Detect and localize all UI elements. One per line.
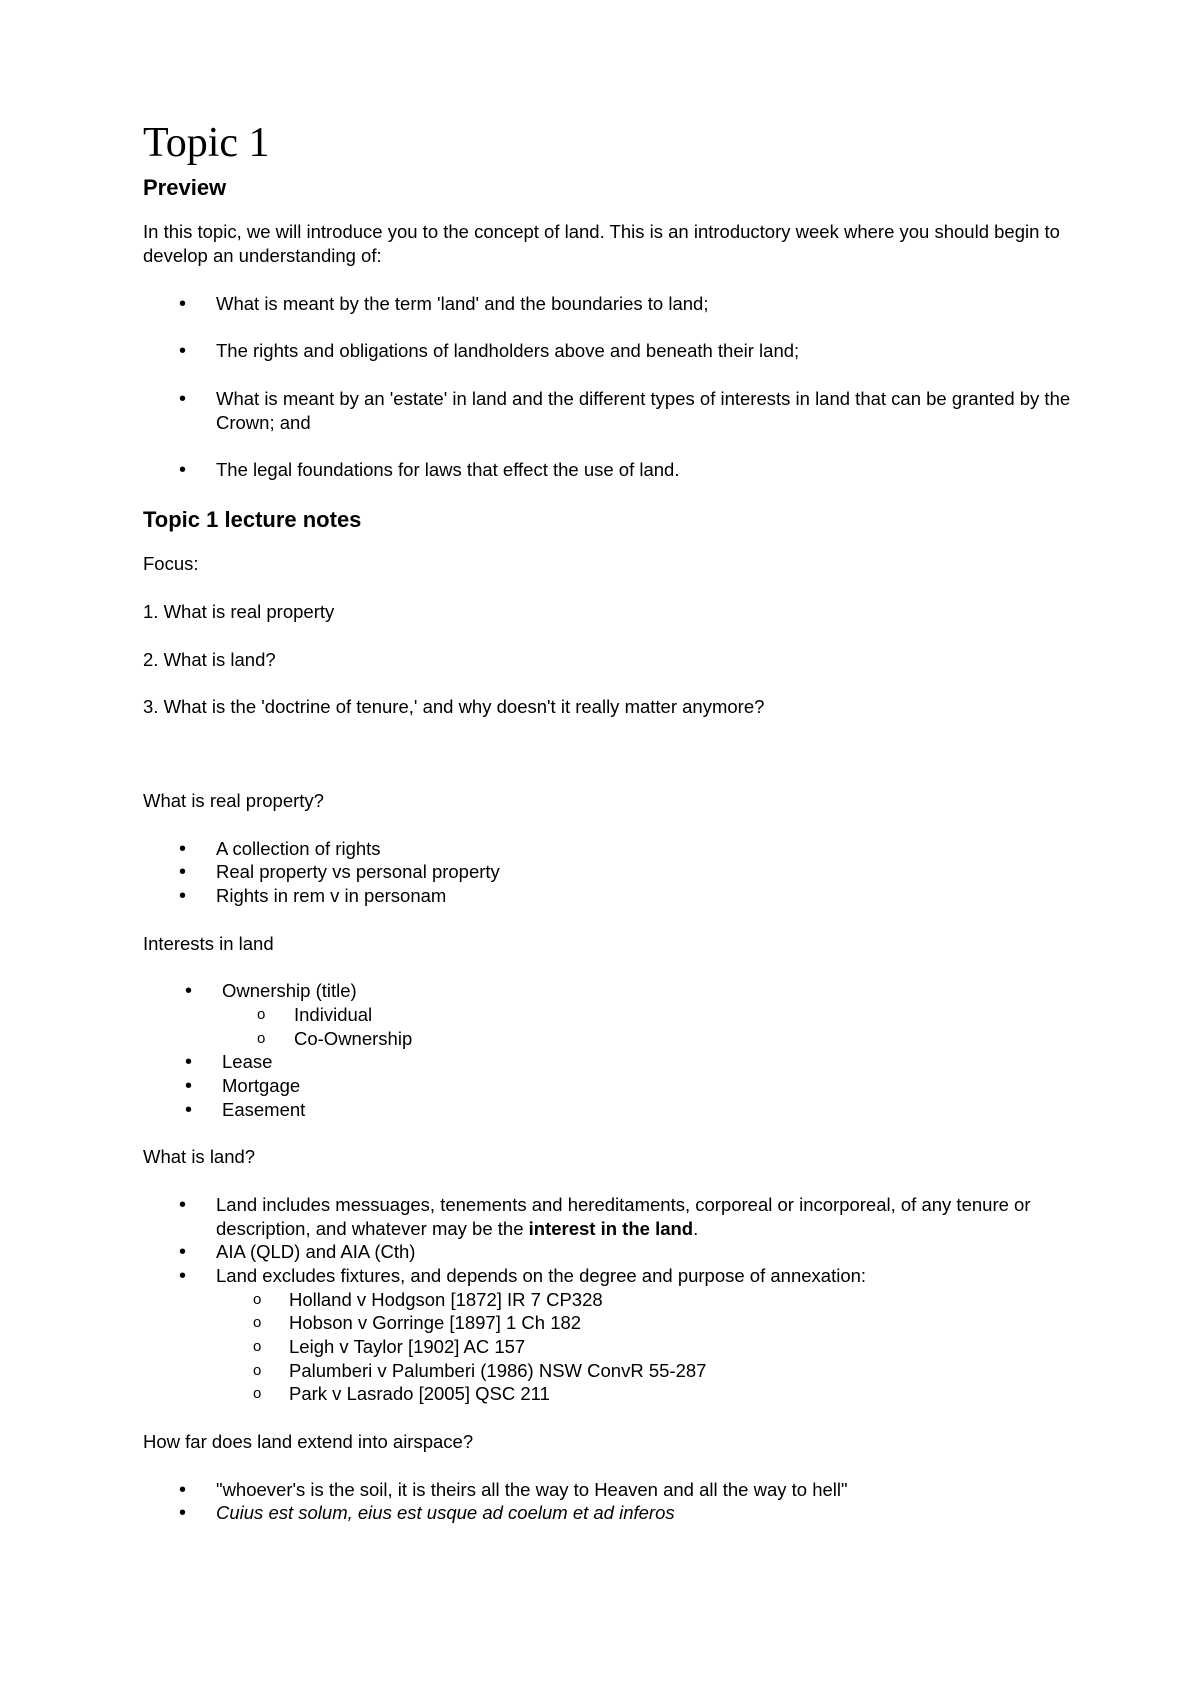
interests-list xyxy=(143,979,1103,1121)
preview-item: • The legal foundations for laws that effect the use of land. xyxy=(143,458,1103,482)
preview-intro: In this topic, we will introduce you to the concept of land. This is an introductory week where you should begin to develop an understanding of: xyxy=(143,221,1060,267)
case-item: o Park v Lasrado [2005] QSC 211 xyxy=(143,1382,1103,1406)
document-body xyxy=(143,120,1103,1525)
land-definition-end: . xyxy=(693,1217,699,1239)
interest-item-ownership: • Ownership (title) xyxy=(143,979,1103,1003)
airspace-list xyxy=(143,1478,1103,1525)
case-item: o Holland v Hodgson [1872] IR 7 CP328 xyxy=(143,1288,1103,1312)
document-title: Topic 1 xyxy=(143,120,270,166)
land-heading: What is land? xyxy=(143,1146,256,1168)
land-list xyxy=(143,1193,1103,1406)
land-definition xyxy=(143,1193,1103,1240)
preview-heading: Preview xyxy=(143,175,227,201)
preview-item: • The rights and obligations of landholders above and beneath their land; xyxy=(143,339,1103,363)
land-definition-text: Land includes messuages, tenements and hereditaments, corporeal or incorporeal, of any tenure or description, and whatever may be the xyxy=(216,1193,1031,1239)
spacer xyxy=(143,743,1103,789)
lecture-notes-heading: Topic 1 lecture notes xyxy=(143,507,362,533)
airspace-quote: • "whoever's is the soil, it is theirs all the way to Heaven and all the way to hell" xyxy=(143,1478,1103,1502)
interests-heading: Interests in land xyxy=(143,932,274,954)
real-property-item: • Real property vs personal property xyxy=(143,860,1103,884)
real-property-list xyxy=(143,837,1103,908)
case-item: o Hobson v Gorringe [1897] 1 Ch 182 xyxy=(143,1311,1103,1335)
focus-item: 1. What is real property xyxy=(143,600,335,622)
real-property-heading: What is real property? xyxy=(143,789,324,811)
land-item-fixtures: • Land excludes fixtures, and depends on the degree and purpose of annexation: xyxy=(143,1264,1103,1288)
interest-subitem: o Individual xyxy=(143,1003,1103,1027)
focus-item: 2. What is land? xyxy=(143,648,276,670)
airspace-heading: How far does land extend into airspace? xyxy=(143,1431,474,1452)
airspace-latin xyxy=(143,1501,1103,1525)
real-property-item: • Rights in rem v in personam xyxy=(143,884,1103,908)
case-item: o Palumberi v Palumberi (1986) NSW ConvR 55-287 xyxy=(143,1359,1103,1383)
land-item-aia: • AIA (QLD) and AIA (Cth) xyxy=(143,1240,1103,1264)
case-item: o Leigh v Taylor [1902] AC 157 xyxy=(143,1335,1103,1359)
interest-item: • Mortgage xyxy=(143,1074,1103,1098)
preview-item: • What is meant by an 'estate' in land and the different types of interests in land that can be granted by the Crown; and xyxy=(143,387,1103,434)
preview-list xyxy=(143,292,1103,482)
preview-item: • What is meant by the term 'land' and the boundaries to land; xyxy=(143,292,1103,316)
interest-item: • Lease xyxy=(143,1050,1103,1074)
real-property-item: • A collection of rights xyxy=(143,837,1103,861)
latin-maxim: Cuius est solum, eius est usque ad coelum et ad inferos xyxy=(216,1502,675,1524)
land-definition-bold: interest in the land xyxy=(528,1217,694,1239)
focus-item: 3. What is the 'doctrine of tenure,' and why doesn't it really matter anymore? xyxy=(143,696,765,718)
focus-label: Focus: xyxy=(143,553,199,575)
interest-subitem: o Co-Ownership xyxy=(143,1027,1103,1051)
interest-item: • Easement xyxy=(143,1098,1103,1122)
